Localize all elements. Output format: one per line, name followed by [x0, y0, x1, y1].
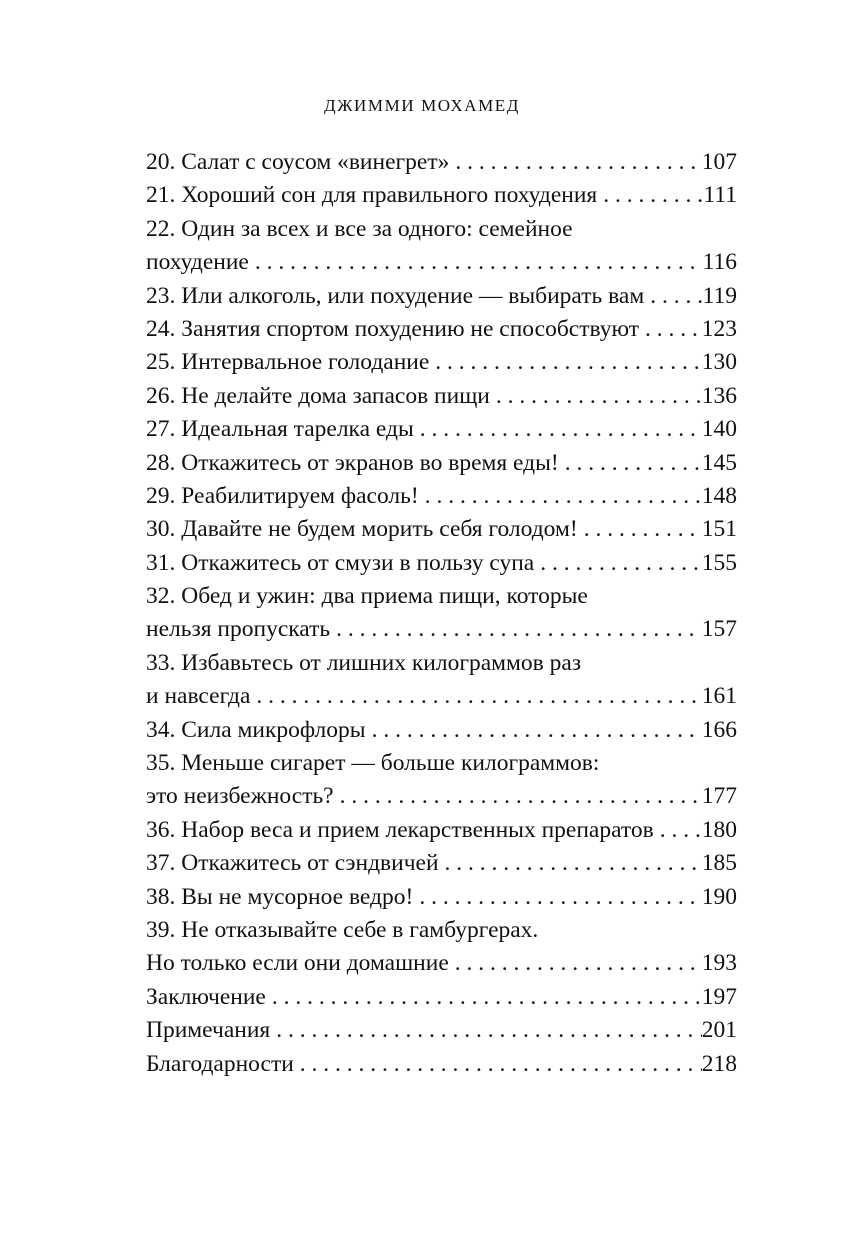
toc-entry-title: 20. Салат с соусом «винегрет» [146, 149, 450, 175]
dot-leader [534, 547, 702, 580]
toc-line [146, 981, 737, 1014]
toc-page-number: 130 [701, 349, 737, 376]
toc-line [146, 780, 737, 813]
toc-entry-title: 21. Хороший сон для правильного похудения [146, 182, 598, 209]
toc-entry-title: 25. Интервальное голодание [146, 349, 430, 376]
toc-entry-title: 33. Избавьтесь от лишних килограммов раз [146, 649, 582, 676]
toc-line [146, 513, 737, 546]
toc-page-number: 218 [701, 1050, 737, 1077]
toc-line [146, 947, 737, 980]
toc-entry-title: 39. Не отказывайте себе в гамбургерах. [146, 916, 539, 943]
toc-line [146, 447, 737, 480]
toc-line [146, 313, 737, 346]
toc-page-number: 157 [701, 616, 737, 643]
toc-line [146, 246, 737, 279]
toc-line [146, 213, 737, 246]
toc-entry-title: 35. Меньше сигарет — больше килограммов: [146, 750, 600, 777]
dot-leader [644, 280, 702, 313]
toc-page-number: 190 [701, 883, 737, 910]
toc-entry-title: 34. Сила микрофлоры [146, 716, 366, 743]
toc-entry-title: 38. Вы не мусорное ведро! [146, 883, 414, 910]
dot-leader [490, 380, 702, 413]
toc-line [146, 413, 737, 446]
toc-page-number: 166 [701, 716, 737, 743]
toc-entry-title: 32. Обед и ужин: два приема пищи, которые [146, 583, 588, 610]
toc-line [146, 280, 737, 313]
dot-leader [439, 847, 702, 880]
toc-entry-title: 22. Один за всех и все за одного: семейное [146, 215, 573, 242]
toc-entry-title: 23. Или алкоголь, или похудение — выбирать вам [146, 282, 645, 309]
toc-page-number: 148 [701, 482, 737, 509]
dot-leader [559, 447, 702, 480]
toc-page-number: 161 [701, 683, 737, 710]
running-head: ДЖИММИ МОХАМЕД [324, 96, 520, 115]
toc-page-number: 107 [701, 149, 737, 175]
toc-line [146, 146, 737, 179]
table-of-contents [146, 146, 737, 1081]
dot-leader [249, 246, 703, 279]
toc-line [146, 547, 737, 580]
toc-line [146, 1048, 737, 1081]
toc-entry-title: 37. Откажитесь от сэндвичей [146, 850, 439, 877]
dot-leader [330, 613, 702, 646]
toc-line [146, 580, 737, 613]
dot-leader [449, 146, 701, 179]
toc-line [146, 714, 737, 747]
dot-leader [334, 780, 702, 813]
toc-entry-title: 24. Занятия спортом похудению не способствуют [146, 315, 640, 342]
dot-leader [429, 346, 701, 379]
toc-line [146, 747, 737, 780]
dot-leader [294, 1048, 702, 1081]
toc-entry-title: 36. Набор веса и прием лекарственных препаратов [146, 816, 654, 843]
toc-line [146, 881, 737, 914]
toc-line [146, 847, 737, 880]
dot-leader [250, 680, 701, 713]
dot-leader [639, 313, 702, 346]
toc-entry-title: нельзя пропускать [146, 616, 331, 643]
toc-line [146, 179, 737, 212]
toc-page-number: 140 [701, 416, 737, 443]
toc-page-number: 193 [701, 950, 737, 977]
toc-entry-title: Заключение [146, 983, 266, 1010]
toc-page-number: 155 [701, 549, 737, 576]
toc-entry-title: 29. Реабилитируем фасоль! [146, 482, 419, 509]
dot-leader [597, 179, 703, 212]
toc-line [146, 914, 737, 947]
dot-leader [366, 714, 702, 747]
toc-page-number: 123 [701, 315, 737, 342]
toc-page-number: 111 [703, 182, 737, 209]
toc-entry-title: это неизбежность? [146, 783, 334, 810]
toc-line [146, 680, 737, 713]
toc-page-number: 151 [701, 516, 737, 543]
toc-page-number: 145 [701, 449, 737, 476]
dot-leader [414, 413, 702, 446]
toc-page-number: 119 [702, 282, 737, 309]
toc-entry-title: 28. Откажитесь от экранов во время еды! [146, 449, 559, 476]
toc-page-number: 185 [701, 850, 737, 877]
dot-leader [419, 480, 702, 513]
toc-page-number: 136 [701, 382, 737, 409]
toc-entry-title: Но только если они домашние [146, 950, 449, 977]
toc-line [146, 1014, 737, 1047]
dot-leader [449, 947, 702, 980]
dot-leader [266, 981, 702, 1014]
toc-line [146, 814, 737, 847]
dot-leader [270, 1014, 702, 1047]
toc-entry-title: Примечания [146, 1017, 271, 1044]
toc-line [146, 613, 737, 646]
toc-page-number: 201 [701, 1017, 737, 1044]
toc-line [146, 380, 737, 413]
toc-entry-title: и навсегда [146, 683, 251, 710]
toc-page-number: 177 [701, 783, 737, 810]
toc-line [146, 346, 737, 379]
toc-entry-title: Благодарности [146, 1050, 294, 1077]
dot-leader [654, 814, 702, 847]
toc-page-number: 180 [701, 816, 737, 843]
dot-leader [413, 881, 701, 914]
toc-entry-title: 31. Откажитесь от смузи в пользу супа [146, 549, 535, 576]
toc-entry-title: 26. Не делайте дома запасов пищи [146, 382, 490, 409]
dot-leader [578, 513, 702, 546]
toc-entry-title: 27. Идеальная тарелка еды [146, 416, 414, 443]
toc-entry-title: похудение [146, 249, 249, 276]
toc-page-number: 197 [701, 983, 737, 1010]
toc-line [146, 480, 737, 513]
toc-line [146, 647, 737, 680]
toc-page-number: 116 [702, 249, 737, 276]
toc-entry-title: 30. Давайте не будем морить себя голодом! [146, 516, 578, 543]
